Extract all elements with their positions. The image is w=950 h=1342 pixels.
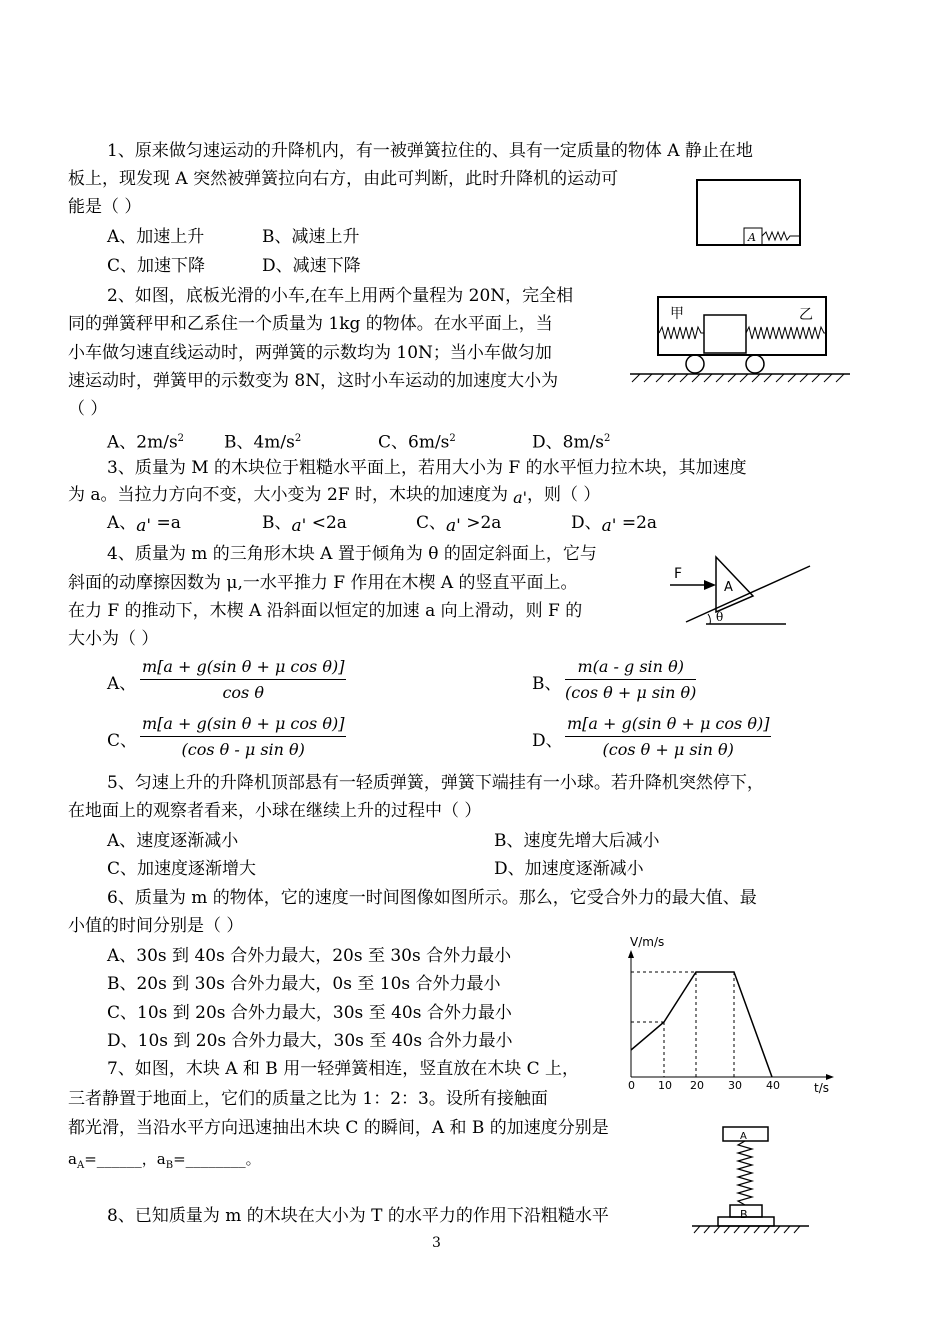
q4-wedge-figure	[668, 552, 818, 630]
q2-option-d: D、$8m/s^2$	[532, 432, 611, 453]
q7-spring-blocks-figure	[688, 1122, 813, 1237]
q7-answer-blanks: $a_A=\_\_\_\_\_\_$，$a_B=\_\_\_\_\_\_\_\_$。	[68, 1150, 261, 1171]
q4-option-c: C、	[107, 731, 138, 751]
q1-elevator-figure	[695, 178, 805, 248]
q2-cart-figure	[628, 292, 853, 387]
page-number: 3	[432, 1235, 441, 1251]
q4-fraction-b: $\frac{\text{m(a - g sin θ)}}{\text{(cos θ + μ sin θ)}}$	[565, 657, 697, 702]
q4-wedge-label: A	[724, 580, 733, 595]
graph-tick-20: 20	[690, 1079, 704, 1092]
q6-velocity-time-graph	[618, 932, 838, 1094]
q4-line3: 在力 F 的推动下，木楔 A 沿斜面以恒定的加速 a 向上滑动，则 F 的	[68, 601, 583, 621]
q6-line2: 小值的时间分别是（ ）	[68, 916, 244, 936]
q3-option-a: A、a' =a	[107, 513, 181, 536]
q2-line3: 小车做匀速直线运动时，两弹簧的示数均为 10N；当小车做匀加	[68, 343, 552, 363]
q1-line1: 1、原来做匀速运动的升降机内，有一被弹簧拉住的、具有一定质量的物体 A 静止在地	[107, 141, 753, 161]
graph-tick-30: 30	[728, 1079, 742, 1092]
q5-line1: 5、匀速上升的升降机顶部悬有一轻质弹簧，弹簧下端挂有一小球。若升降机突然停下，	[107, 773, 764, 793]
q6-option-a: A、30s 到 40s 合外力最大，20s 至 30s 合外力最小	[107, 946, 512, 966]
q6-option-c: C、10s 到 20s 合外力最大，30s 至 40s 合外力最小	[107, 1003, 512, 1023]
q5-line2: 在地面上的观察者看来，小球在继续上升的过程中（ ）	[68, 801, 482, 821]
q4-fraction-d: $\frac{\text{m[a + g(sin θ + μ cos θ)]}}{\text{(cos θ + μ sin θ)}}$	[567, 714, 770, 759]
q5-option-b: B、速度先增大后减小	[494, 831, 660, 851]
q8-line1: 8、已知质量为 m 的木块在大小为 T 的水平力的作用下沿粗糙水平	[107, 1206, 609, 1226]
q2-option-a: A、$2m/s^2$	[107, 432, 185, 453]
q4-line2: 斜面的动摩擦因数为 μ,一水平推力 F 作用在木楔 A 的竖直平面上。	[68, 573, 578, 593]
q1-option-a: A、加速上升	[107, 227, 205, 247]
q7-line3: 都光滑，当沿水平方向迅速抽出木块 C 的瞬间，A 和 B 的加速度分别是	[68, 1118, 609, 1138]
q6-line1: 6、质量为 m 的物体，它的速度一时间图像如图所示。那么，它受合外力的最大值、最	[107, 888, 757, 908]
q2-line1: 2、如图，底板光滑的小车,在车上用两个量程为 20N，完全相	[107, 286, 574, 306]
q5-option-d: D、加速度逐渐减小	[494, 859, 644, 879]
graph-tick-0: 0	[628, 1079, 635, 1092]
q5-option-a: A、速度逐渐减小	[107, 831, 239, 851]
q4-option-a: A、	[107, 674, 137, 694]
q4-force-label: F	[674, 566, 683, 582]
q2-line5: （ ）	[68, 399, 108, 419]
q3-option-b: B、a' <2a	[262, 513, 347, 536]
q7-block-a-label: A	[740, 1131, 747, 1142]
q1-option-b: B、减速上升	[262, 227, 360, 247]
graph-tick-10: 10	[658, 1079, 672, 1092]
q4-option-d: D、	[532, 731, 563, 751]
q1-option-c: C、加速下降	[107, 256, 206, 276]
q3-option-d: D、a' =2a	[571, 513, 658, 536]
q3-line2: 为 a。当拉力方向不变，大小变为 2F 时，木块的加速度为 a'，则（ ）	[68, 485, 601, 507]
q2-label-yi: 乙	[799, 307, 813, 323]
q3-option-c: C、a' >2a	[416, 513, 502, 536]
q4-line4: 大小为（ ）	[68, 629, 159, 649]
q4-theta-label: θ	[716, 610, 724, 624]
q4-line1: 4、质量为 m 的三角形木块 A 置于倾角为 θ 的固定斜面上，它与	[107, 544, 597, 564]
q6-option-b: B、20s 到 30s 合外力最大，0s 至 10s 合外力最小	[107, 974, 501, 994]
q3-line1: 3、质量为 M 的木块位于粗糙水平面上，若用大小为 F 的水平恒力拉木块，其加速度	[107, 458, 747, 478]
q2-line4: 速运动时，弹簧甲的示数变为 8N，这时小车运动的加速度大小为	[68, 371, 559, 391]
q1-option-d: D、减速下降	[262, 256, 361, 276]
graph-y-axis-label: V/m/s	[630, 935, 665, 949]
q2-line2: 同的弹簧秤甲和乙系住一个质量为 1kg 的物体。在水平面上，当	[68, 314, 553, 334]
q7-line2: 三者静置于地面上，它们的质量之比为 1：2：3。设所有接触面	[68, 1089, 548, 1109]
q7-block-b-label: B	[740, 1208, 748, 1221]
graph-velocity-line	[631, 972, 772, 1077]
q5-option-c: C、加速度逐渐增大	[107, 859, 257, 879]
q2-option-c: C、$6m/s^2$	[378, 432, 456, 453]
q2-option-b: B、$4m/s^2$	[224, 432, 302, 453]
q1-figure-label: A	[748, 231, 756, 244]
q2-label-jia: 甲	[670, 306, 684, 322]
q1-line3: 能是（ ）	[68, 197, 142, 217]
graph-tick-40: 40	[766, 1079, 780, 1092]
q4-fraction-a: $\frac{\text{m[a + g(sin θ + μ cos θ)]}}{\text{cos θ}}$	[142, 657, 345, 702]
q6-option-d: D、10s 到 20s 合外力最大，30s 至 40s 合外力最小	[107, 1031, 513, 1051]
q7-line1: 7、如图，木块 A 和 B 用一轻弹簧相连，竖直放在木块 C 上，	[107, 1059, 580, 1079]
q4-option-b: B、	[532, 674, 562, 694]
q1-line2: 板上，现发现 A 突然被弹簧拉向右方，由此可判断，此时升降机的运动可	[68, 169, 619, 189]
graph-x-axis-label: t/s	[814, 1081, 829, 1094]
q4-fraction-c: $\frac{\text{m[a + g(sin θ + μ cos θ)]}}{\text{(cos θ - μ sin θ)}}$	[142, 714, 345, 759]
